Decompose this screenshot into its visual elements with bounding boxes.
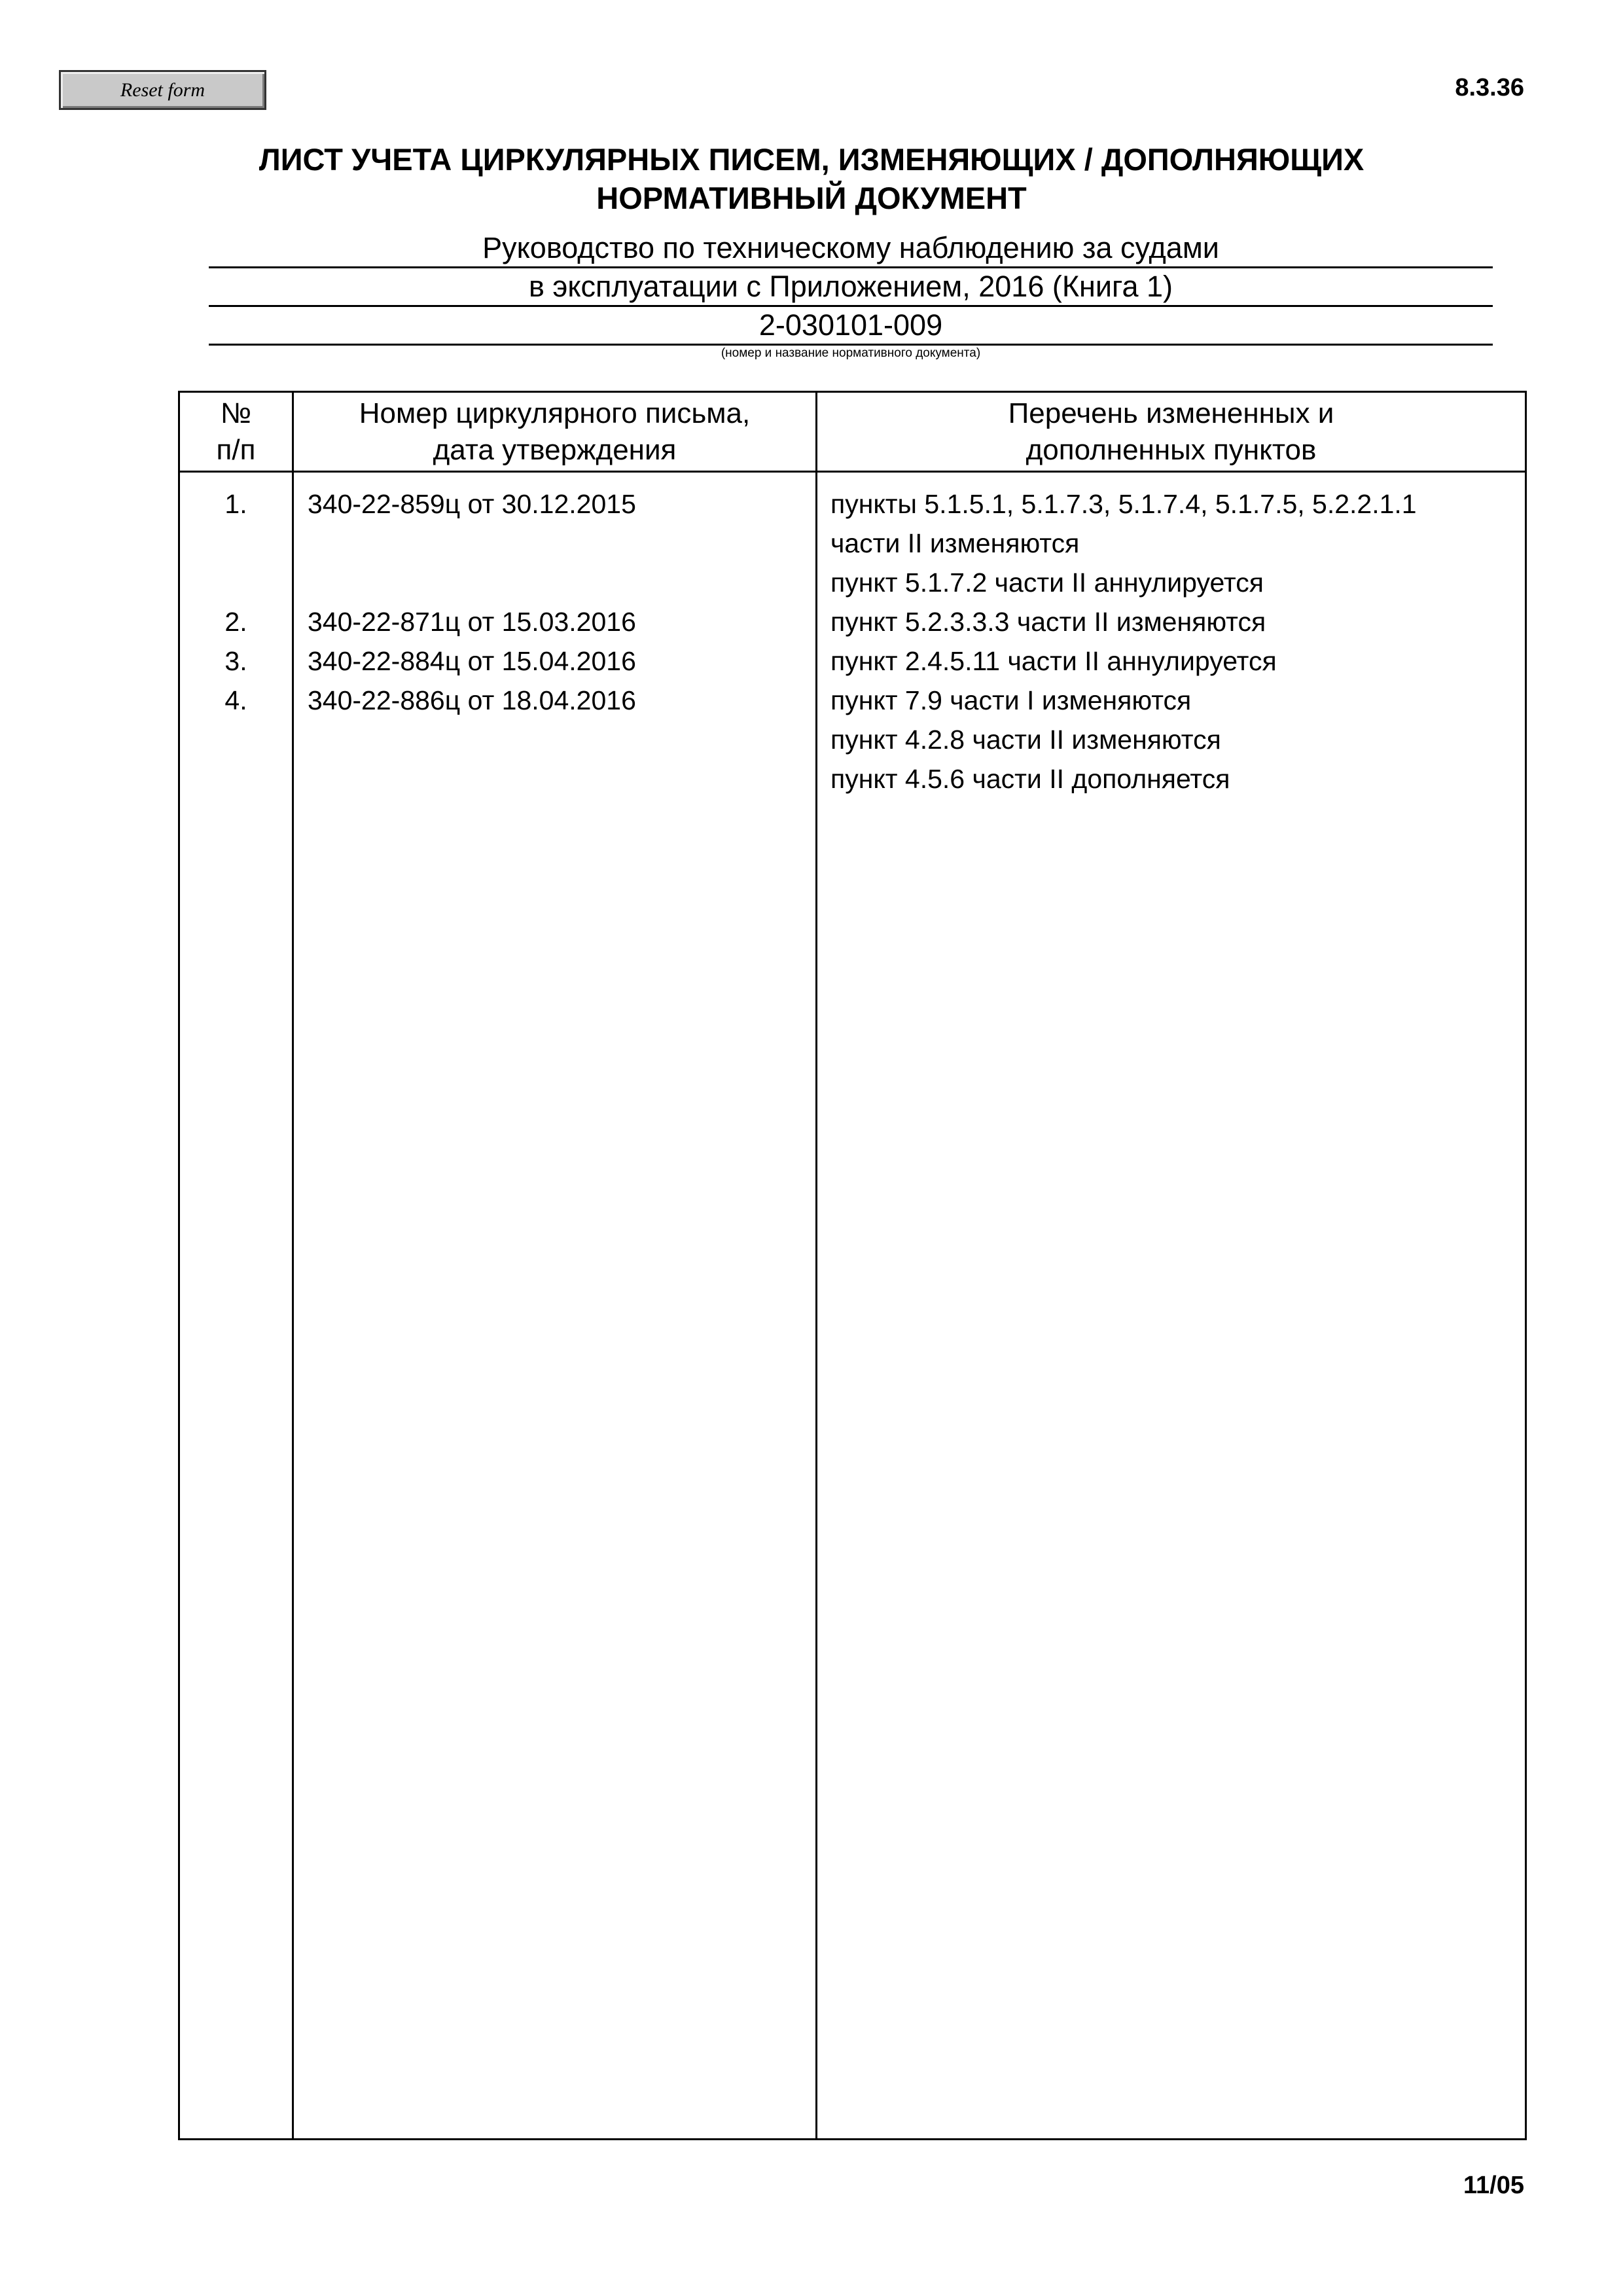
header-changes-line-2: дополненных пунктов bbox=[1026, 433, 1317, 466]
change-item: части II изменяются bbox=[830, 528, 1080, 558]
page-title bbox=[0, 140, 1623, 217]
title-line-2: НОРМАТИВНЫЙ ДОКУМЕНТ bbox=[596, 181, 1027, 215]
circular-letter: 340-22-884ц от 15.04.2016 bbox=[308, 646, 636, 676]
change-item: пункт 2.4.5.11 части II аннулируется bbox=[830, 646, 1277, 676]
document-caption: (номер и название нормативного документа) bbox=[721, 346, 981, 360]
document-number: 2-030101-009 bbox=[209, 307, 1493, 346]
header-letter-line-1: Номер циркулярного письма, bbox=[359, 397, 751, 429]
circular-letter: 340-22-871ц от 15.03.2016 bbox=[308, 607, 636, 637]
circular-letter: 340-22-859ц от 30.12.2015 bbox=[308, 489, 636, 519]
header-changes-line-1: Перечень измененных и bbox=[1008, 397, 1334, 429]
document-name-line-2: в эксплуатации с Приложением, 2016 (Книга 1) bbox=[209, 268, 1493, 307]
title-line-1: ЛИСТ УЧЕТА ЦИРКУЛЯРНЫХ ПИСЕМ, ИЗМЕНЯЮЩИХ / ДОПОЛНЯЮЩИХ bbox=[259, 142, 1364, 177]
table-header-row bbox=[179, 392, 1526, 472]
change-item: пункт 5.2.3.3.3 части II изменяются bbox=[830, 607, 1266, 637]
changes-column bbox=[817, 472, 1526, 2140]
document-code: 8.3.36 bbox=[1455, 74, 1524, 101]
circular-letter: 340-22-886ц от 18.04.2016 bbox=[308, 685, 636, 715]
header-number-line-1: № bbox=[220, 397, 252, 429]
change-item: пункт 5.1.7.2 части II аннулируется bbox=[830, 567, 1264, 598]
row-number: 1. bbox=[224, 489, 247, 519]
header-number bbox=[179, 392, 293, 472]
page-number: 11/05 bbox=[1463, 2172, 1524, 2199]
header-letter-line-2: дата утверждения bbox=[433, 433, 677, 466]
header-letter bbox=[293, 392, 817, 472]
header-number-line-2: п/п bbox=[216, 433, 256, 466]
row-number: 4. bbox=[224, 685, 247, 715]
change-item: пункт 4.5.6 части II дополняется bbox=[830, 764, 1230, 794]
document-name-line-1: Руководство по техническому наблюдению за судами bbox=[209, 230, 1493, 268]
letter-column bbox=[293, 472, 817, 2140]
header-changes bbox=[817, 392, 1526, 472]
change-item: пункты 5.1.5.1, 5.1.7.3, 5.1.7.4, 5.1.7.5, 5.2.2.1.1 bbox=[830, 489, 1417, 519]
reset-form-button[interactable]: Reset form bbox=[59, 70, 266, 110]
circular-letters-table bbox=[178, 391, 1527, 2140]
change-item: пункт 7.9 части I изменяются bbox=[830, 685, 1192, 715]
number-column bbox=[179, 472, 293, 2140]
row-number: 3. bbox=[224, 646, 247, 676]
change-item: пункт 4.2.8 части II изменяются bbox=[830, 725, 1221, 755]
row-number: 2. bbox=[224, 607, 247, 637]
table-body-row bbox=[179, 472, 1526, 2140]
